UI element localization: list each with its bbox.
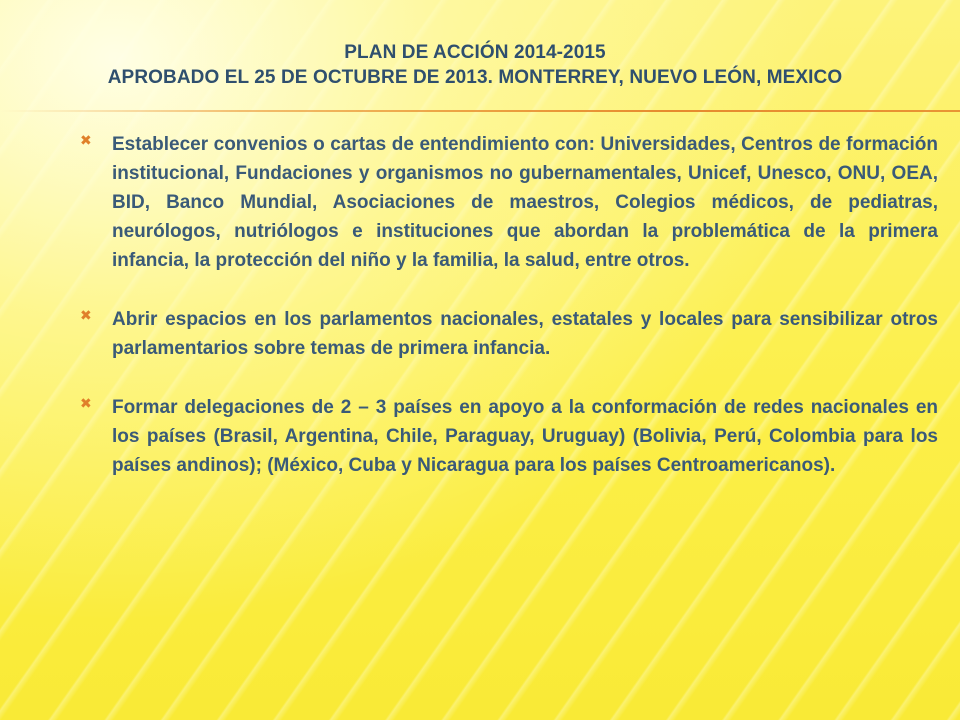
bullet-item-delegaciones <box>80 393 938 480</box>
bullet-item-convenios <box>80 130 938 275</box>
title-line-plan: PLAN DE ACCIÓN 2014-2015 <box>344 42 606 63</box>
bullet-item-parlamentos <box>80 305 938 363</box>
title-line-approval: APROBADO EL 25 DE OCTUBRE DE 2013. MONTERREY, NUEVO LEÓN, MEXICO <box>107 67 843 88</box>
bullet-text: Formar delegaciones de 2 – 3 países en apoyo a la conformación de redes nacionales en los países (Brasil, Argentina, Chile, Paraguay, Uruguay) (Bolivia, Perú, Colombia para los países andinos); (México, Cuba y Nicaragua para los países Centroamericanos). <box>112 397 938 476</box>
bullet-text: Establecer convenios o cartas de entendimiento con: Universidades, Centros de formación institucional, Fundaciones y organismos no gubernamentales, Unicef, Unesco, ONU, OEA, BID, Banco Mundial, Asociaciones de maestros, Colegios médicos, de pediatras, neurólogos, nutriólogos e instituciones que abordan la problemática de la primera infancia, la protección del niño y la familia, la salud, entre otros. <box>112 134 938 271</box>
title-divider <box>0 110 960 112</box>
x-mark-icon: ✖ <box>80 396 92 412</box>
x-mark-icon: ✖ <box>80 308 92 324</box>
bullet-list <box>80 130 938 510</box>
bullet-text: Abrir espacios en los parlamentos nacionales, estatales y locales para sensibilizar otros parlamentarios sobre temas de primera infancia. <box>112 309 938 359</box>
x-mark-icon: ✖ <box>80 133 92 149</box>
slide-title <box>0 40 950 90</box>
